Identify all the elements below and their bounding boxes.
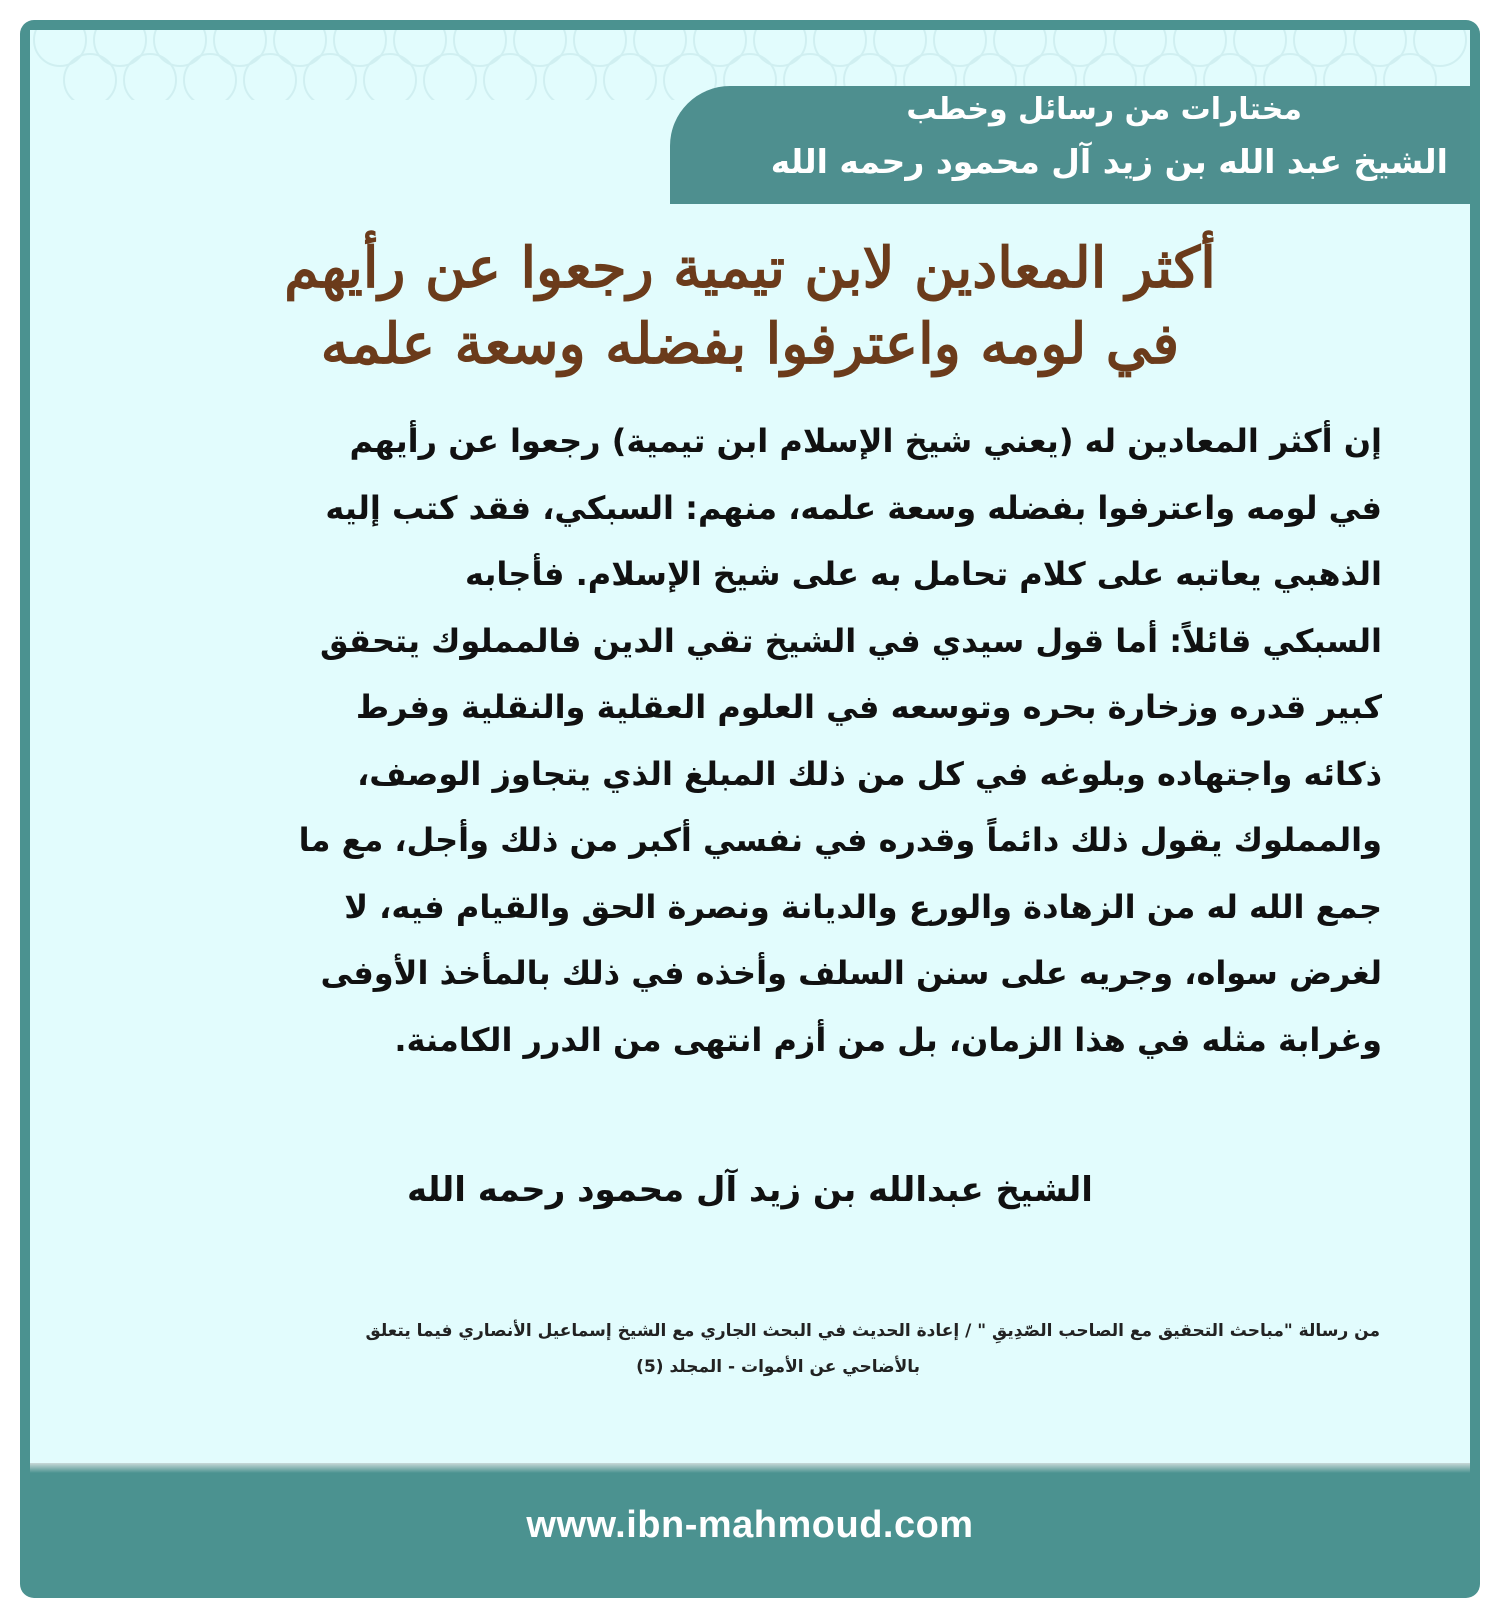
source-line-2: بالأضاحي عن الأموات - المجلد (5) bbox=[636, 1357, 920, 1377]
title-line-2: في لومه واعترفوا بفضله وسعة علمه bbox=[320, 311, 1180, 377]
panel-divider bbox=[30, 1463, 1470, 1473]
body-line: كبير قدره وزخارة بحره وتوسعه في العلوم العقلية والنقلية وفرط bbox=[355, 688, 1382, 726]
content-panel bbox=[30, 30, 1470, 1470]
body-line: وغرابة مثله في هذا الزمان، بل من أزم انتهى من الدرر الكامنة. bbox=[394, 1020, 1382, 1059]
body-line: ذكائه واجتهاده وبلوغه في كل من ذلك المبلغ الذي يتجاوز الوصف، bbox=[357, 754, 1382, 793]
article-body bbox=[112, 408, 1382, 1073]
article-title bbox=[70, 230, 1430, 382]
source-line-1: من رسالة "مباحث التحقيق مع الصاحب الصّدِيقِ " / إعادة الحديث في البحث الجاري مع الشيخ إسماعيل الأنصاري فيما يتعلق bbox=[365, 1321, 1380, 1341]
body-line: في لومه واعترفوا بفضله وسعة علمه، منهم: السبكي، فقد كتب إليه bbox=[325, 488, 1382, 527]
author-signature: الشيخ عبدالله بن زيد آل محمود رحمه الله bbox=[407, 1170, 1093, 1210]
series-author: الشيخ عبد الله بن زيد آل محمود رحمه الله bbox=[770, 142, 1448, 181]
title-line-1: أكثر المعادين لابن تيمية رجعوا عن رأيهم bbox=[284, 235, 1216, 301]
body-line: إن أكثر المعادين له (يعني شيخ الإسلام ابن تيمية) رجعوا عن رأيهم bbox=[349, 422, 1382, 460]
website-link[interactable]: www.ibn-mahmoud.com bbox=[526, 1504, 974, 1546]
body-line: لغرض سواه، وجريه على سنن السلف وأخذه في ذلك بالمأخذ الأوفى bbox=[320, 954, 1382, 992]
body-line: السبكي قائلاً: أما قول سيدي في الشيخ تقي الدين فالمملوك يتحقق bbox=[319, 621, 1382, 660]
body-line: والمملوك يقول ذلك دائماً وقدره في نفسي أكبر من ذلك وأجل، مع ما bbox=[298, 821, 1382, 859]
series-header bbox=[670, 86, 1470, 204]
source-citation bbox=[120, 1313, 1380, 1385]
series-title: مختارات من رسائل وخطب bbox=[906, 92, 1302, 127]
body-line: جمع الله له من الزهادة والورع والديانة ونصرة الحق والقيام فيه، لا bbox=[344, 887, 1382, 926]
body-line: الذهبي يعاتبه على كلام تحامل به على شيخ الإسلام. فأجابه bbox=[464, 555, 1382, 593]
